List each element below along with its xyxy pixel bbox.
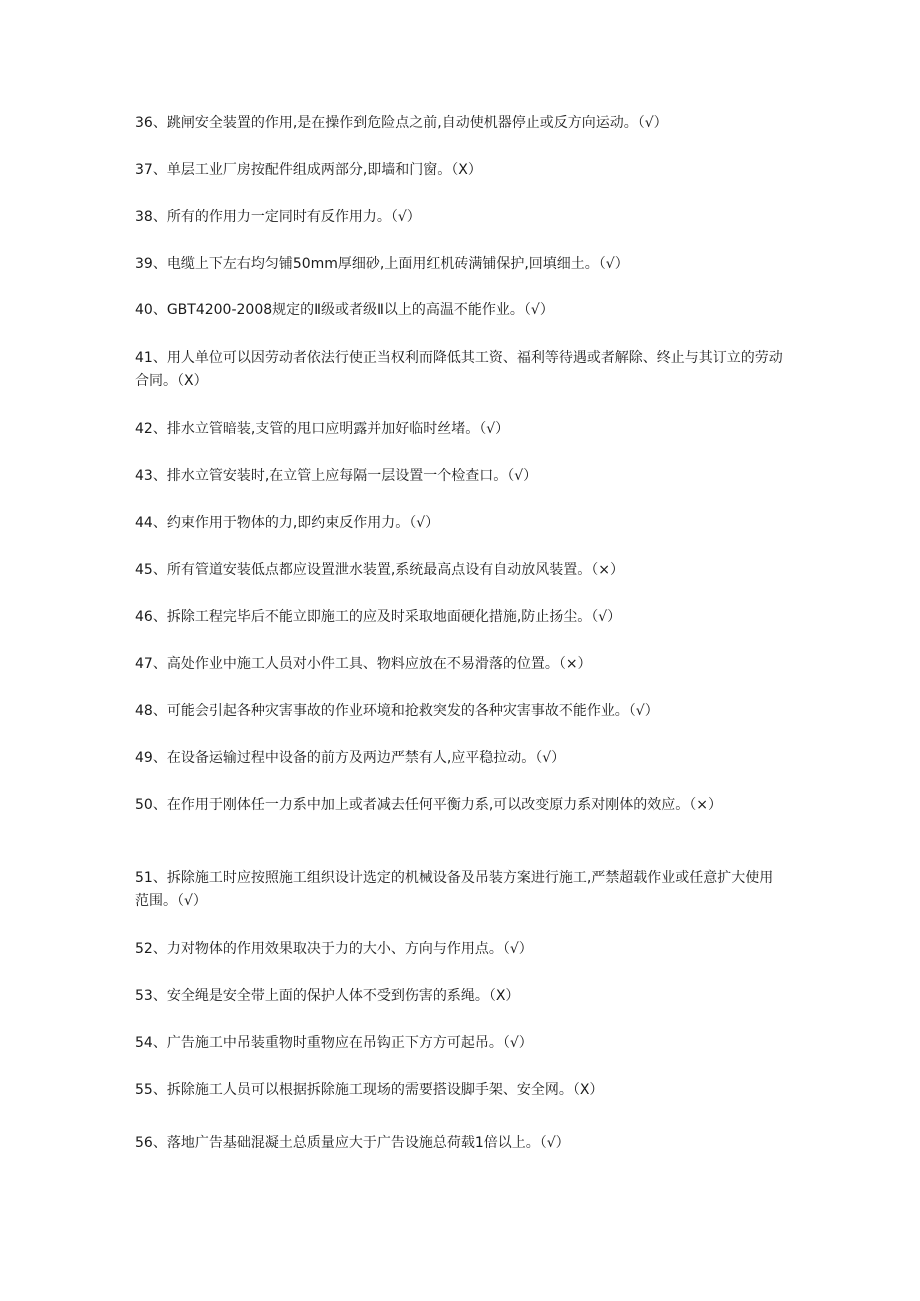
question-item: 42、排水立管暗装,支管的甩口应明露并加好临时丝堵。（√） — [135, 421, 510, 437]
question-item: 38、所有的作用力一定同时有反作用力。（√） — [135, 209, 421, 225]
question-item: 50、在作用于刚体任一力系中加上或者减去任何平衡力系,可以改变原力系对刚体的效应。（×） — [135, 797, 722, 813]
question-item: 47、高处作业中施工人员对小件工具、物料应放在不易滑落的位置。（×） — [135, 656, 592, 672]
question-item: 39、电缆上下左右均匀铺50mm厚细砂,上面用红机砖满铺保护,回填细土。（√） — [135, 256, 629, 272]
question-item: 53、安全绳是安全带上面的保护人体不受到伤害的系绳。（X） — [135, 988, 520, 1004]
question-item: 54、广告施工中吊装重物时重物应在吊钩正下方方可起吊。（√） — [135, 1035, 533, 1051]
question-item: 49、在设备运输过程中设备的前方及两边严禁有人,应平稳拉动。（√） — [135, 750, 566, 766]
question-item: 41、用人单位可以因劳动者依法行使正当权利而降低其工资、福利等待遇或者解除、终止与其订立的劳动合同。（X） — [135, 350, 783, 389]
question-item: 44、约束作用于物体的力,即约束反作用力。（√） — [135, 515, 440, 531]
question-item: 40、GBT4200-2008规定的Ⅱ级或者级Ⅱ以上的高温不能作业。（√） — [135, 302, 554, 318]
question-item: 43、排水立管安装时,在立管上应每隔一层设置一个检查口。（√） — [135, 468, 538, 484]
question-item: 55、拆除施工人员可以根据拆除施工现场的需要搭设脚手架、安全网。（X） — [135, 1082, 604, 1098]
question-item: 48、可能会引起各种灾害事故的作业环境和抢救突发的各种灾害事故不能作业。（√） — [135, 703, 659, 719]
question-item: 45、所有管道安装低点都应设置泄水装置,系统最高点设有自动放风装置。（×） — [135, 562, 624, 578]
question-item: 36、跳闸安全装置的作用,是在操作到危险点之前,自动使机器停止或反方向运动。（√） — [135, 115, 668, 131]
question-item: 51、拆除施工时应按照施工组织设计选定的机械设备及吊装方案进行施工,严禁超载作业或任意扩大使用范围。（√） — [135, 870, 774, 909]
question-item: 37、单层工业厂房按配件组成两部分,即墙和门窗。（X） — [135, 162, 482, 178]
question-item: 46、拆除工程完毕后不能立即施工的应及时采取地面硬化措施,防止扬尘。（√） — [135, 609, 622, 625]
question-item: 52、力对物体的作用效果取决于力的大小、方向与作用点。（√） — [135, 941, 533, 957]
question-item: 56、落地广告基础混凝土总质量应大于广告设施总荷载1倍以上。（√） — [135, 1135, 570, 1151]
